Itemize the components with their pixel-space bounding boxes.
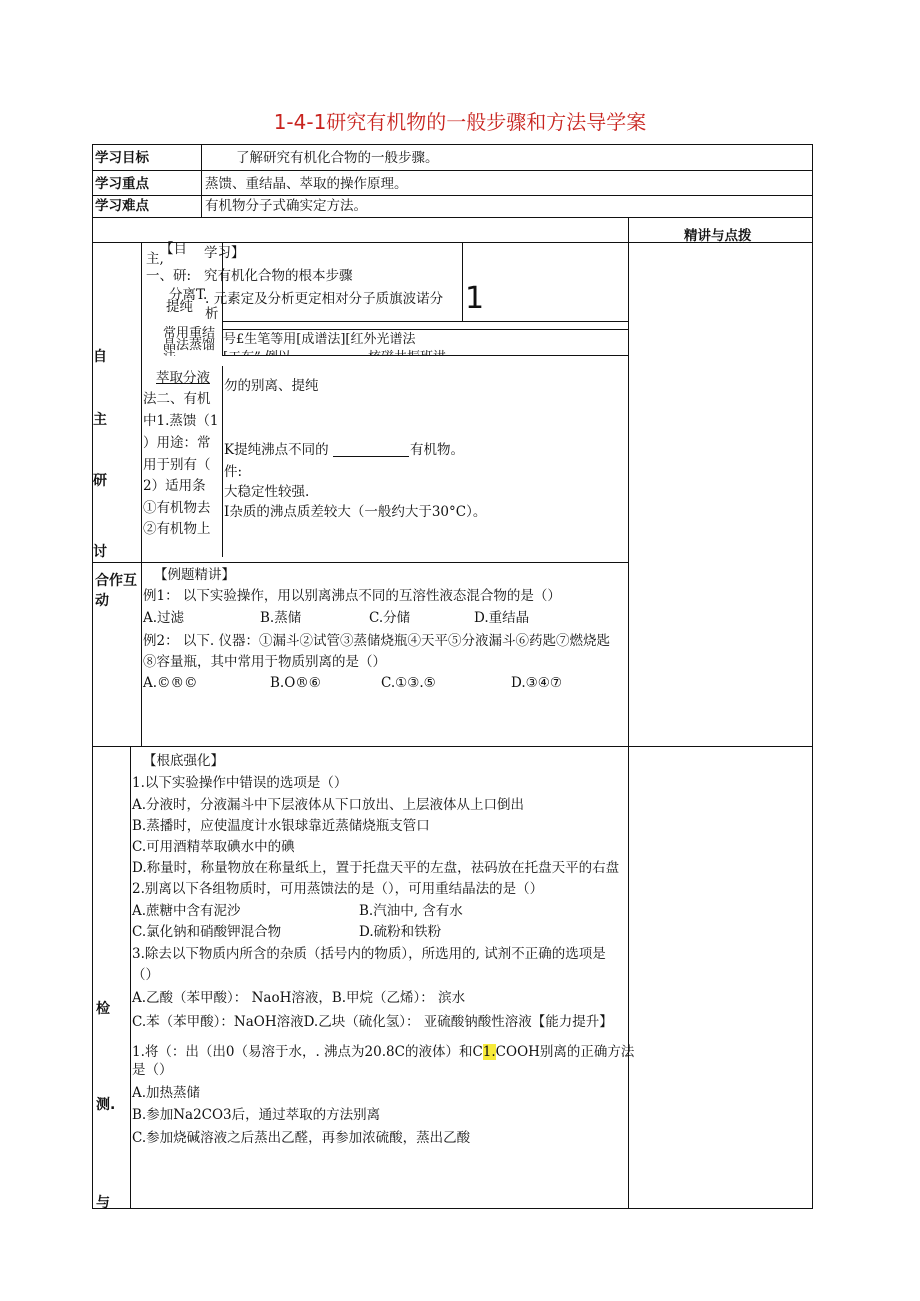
side-label-self-3: 研 — [93, 473, 107, 489]
label-difficulty: 学习难点 — [95, 198, 149, 214]
right-col-2: K提纯沸点不同的 — [224, 442, 329, 458]
label-key-point: 学习重点 — [95, 176, 149, 192]
side-label-check-2: 测. — [96, 1097, 116, 1113]
side-label-coop: 合作互动 — [95, 573, 137, 609]
side-label-self-4: 讨 — [93, 544, 107, 560]
tag-open: 【目 — [160, 241, 187, 257]
q1-option-b: B.蒸播时，应使温度计水银球靠近蒸储烧瓶支管口 — [132, 818, 430, 834]
example-2: 例2： 以下. 仪器：①漏斗②试管③蒸储烧瓶④天平⑤分液漏斗⑥药匙⑦燃烧匙 — [143, 633, 610, 649]
value-objective: 了解研究有机化合物的一般步骤。 — [236, 150, 439, 166]
q3b: （） — [132, 967, 159, 983]
left-col-1: 萃取分液 — [156, 370, 210, 386]
check-heading: 【根底强化】 — [143, 753, 224, 769]
ex2-option-c: C.①③.⑤ — [381, 675, 436, 691]
ex2-option-b: B.O®⑥ — [270, 675, 321, 691]
side-label-check-3: 与 — [96, 1195, 110, 1211]
left-col-3: 中1.蒸馈（1 — [143, 413, 219, 429]
q1: 1.以下实验操作中错误的选项是（） — [132, 775, 348, 791]
main-fragment: 主, — [146, 251, 164, 267]
tag-close: 学习】 — [204, 245, 245, 261]
left-col-8: ②有机物上 — [143, 521, 211, 537]
example-2b: ⑧容量瓶，其中常用于物质别离的是（） — [143, 654, 386, 670]
q3: 3.除去以下物质内所含的杂质（括号内的物质），所选用的, 试剂不正确的选项是 — [132, 946, 606, 962]
q4-pre: 1.将（：出（出0（易溶于水，. 沸点为20.8C的液体）和C — [132, 1044, 483, 1060]
label-objective: 学习目标 — [95, 150, 149, 166]
ex2-option-a: A.©®© — [143, 675, 198, 691]
right-col-2b: 有机物。 — [410, 442, 464, 458]
purify-label: 提纯 — [166, 299, 193, 315]
coop-heading: 【例题精讲】 — [154, 567, 235, 583]
q4-option-c: C.参加烧碱溶液之后蒸出乙醛，再参加浓硫酸，蒸出乙酸 — [132, 1130, 471, 1146]
page-title: 1-4-1研究有机物的一般步骤和方法导学案 — [273, 110, 647, 134]
q3-options-ab: A.乙酸（苯甲酸）： NaoH溶液，B.甲烷（乙烯）： 滨水 — [132, 990, 466, 1006]
side-label-check-1: 检 — [96, 1001, 110, 1017]
value-key-point: 蒸馈、重结晶、萃取的操作原理。 — [205, 176, 408, 192]
large-number: 1 — [465, 281, 485, 316]
q4 — [132, 1043, 634, 1061]
value-difficulty: 有机物分子式确实定方法。 — [205, 198, 367, 214]
ex1-option-d: D.重结晶 — [474, 610, 530, 626]
step-two-text: . 元素定及分析更定相对分子质旗波诺分 — [205, 291, 444, 307]
right-column-header: 精讲与点拨 — [684, 228, 752, 244]
blank-line — [333, 456, 409, 457]
right-col-3: 件: — [224, 464, 243, 480]
q2-option-b: B.汽油中, 含有水 — [359, 903, 463, 919]
method-garble-4: 号£生笔等用[成谱法][红外光谱法 — [223, 332, 416, 347]
q1-option-c: C.可用酒精萃取碘水中的碘 — [132, 839, 295, 855]
q4-option-b: B.参加Na2CO3后，通过萃取的方法别离 — [132, 1107, 381, 1123]
q1-option-d: D.称量时，称量物放在称量纸上，置于托盘天平的左盘，祛码放在托盘天平的右盘 — [132, 860, 620, 876]
separation-label: 分离T. — [169, 287, 208, 303]
step-one-text: 究有机化合物的根本步骤 — [204, 268, 353, 284]
step-two-text-b: 析 — [205, 306, 219, 322]
left-col-6: 2）适用条 — [143, 478, 206, 494]
left-col-7: ①有机物去 — [143, 500, 211, 516]
example-1: 例1： 以下实验操作，用以别离沸点不同的互溶性液态混合物的是（） — [143, 588, 561, 604]
q2-option-a: A.蔗糖中含有泥沙 — [132, 903, 241, 919]
q4-post: COOH别离的正确方法 — [495, 1044, 635, 1060]
q4-option-a: A.加热蒸储 — [132, 1085, 201, 1101]
q1-option-a: A.分液时，分液漏斗中下层液体从下口放出、上层液体从上口倒出 — [132, 797, 525, 813]
q2-option-c: C.氯化钠和硝酸钾混合物 — [132, 924, 282, 940]
q2: 2.别离以下各组物质时，可用蒸馈法的是（），可用重结晶法的是（） — [132, 881, 544, 897]
ex1-option-c: C.分储 — [369, 610, 411, 626]
left-col-2: 法二、有机 — [143, 391, 211, 407]
left-col-5: 用于别有（ — [143, 457, 211, 473]
q4b: 是（） — [132, 1062, 173, 1078]
q3-options-cd: C.苯（苯甲酸）：NaOH溶液D.乙块（硫化氢）： 亚硫酸钠酸性溶液【能力提升】 — [132, 1014, 613, 1030]
method-garble-2: 晶法蒸馏 — [163, 338, 216, 353]
q4-highlight: 1. — [482, 1044, 496, 1060]
right-col-1: 勿的别离、提纯 — [224, 378, 319, 394]
right-col-4: 大稳定性较强. — [224, 484, 310, 500]
method-garble-1: 常用重结 — [163, 326, 216, 341]
ex1-option-b: B.蒸储 — [260, 610, 302, 626]
left-col-4: ）用途：常 — [143, 435, 211, 451]
q2-option-d: D.硫粉和铁粉 — [359, 924, 442, 940]
ex2-option-d: D.③④⑦ — [511, 675, 562, 691]
side-label-self-1: 自 — [93, 349, 107, 365]
right-col-5: I杂质的沸点质差较大（一般约大于30°C）。 — [224, 504, 487, 520]
side-label-self-2: 主 — [93, 412, 107, 428]
step-one-label: 一、研: — [146, 268, 192, 284]
ex1-option-a: A.过滤 — [143, 610, 185, 626]
